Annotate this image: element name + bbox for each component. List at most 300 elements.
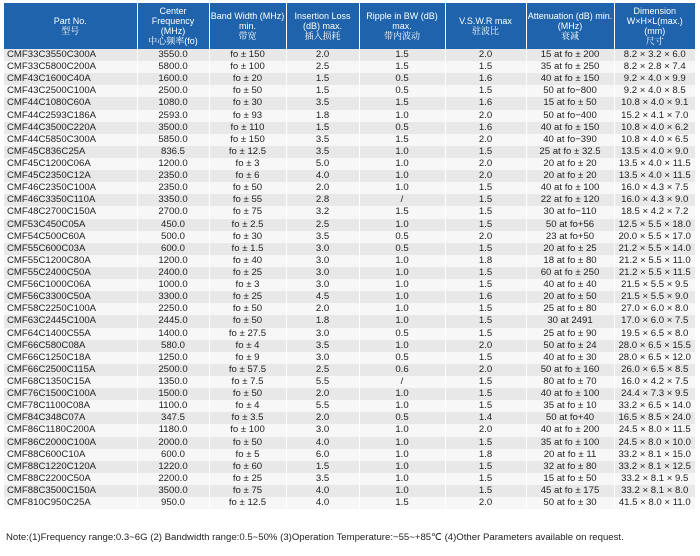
attenuation-cell: 50 at fo ± 30 [526,497,614,509]
column-header [526,3,614,49]
ripple-cell: 0.5 [359,85,445,97]
dimension-cell: 21.2 × 5.5 × 11.0 [614,255,695,267]
part-number-cell: CMF76C1500C100A [4,388,137,400]
bandwidth-cell: fo ± 40 [209,255,286,267]
vswr-cell: 1.5 [445,194,526,206]
insertion-loss-cell: 3.5 [286,97,359,109]
bandwidth-cell: fo ± 50 [209,303,286,315]
vswr-cell: 1.5 [445,461,526,473]
column-header [359,3,445,49]
ripple-cell: 1.0 [359,291,445,303]
insertion-loss-cell: 4.0 [286,497,359,509]
bandwidth-cell: fo ± 6 [209,170,286,182]
bandwidth-cell: fo ± 93 [209,110,286,122]
center-frequency-cell: 1250.0 [137,352,209,364]
insertion-loss-cell: 2.0 [286,388,359,400]
ripple-cell: 0.5 [359,352,445,364]
bandwidth-cell: fo ± 25 [209,473,286,485]
vswr-cell: 2.0 [445,49,526,61]
ripple-cell: 1.0 [359,182,445,194]
attenuation-cell: 80 at fo ± 70 [526,376,614,388]
center-frequency-cell: 2350.0 [137,170,209,182]
bandwidth-cell: fo ± 5 [209,449,286,461]
dimension-cell: 10.8 × 4.0 × 6.5 [614,134,695,146]
vswr-cell: 2.0 [445,158,526,170]
attenuation-cell: 25 at fo ± 32.5 [526,146,614,158]
part-number-cell: CMF44C2593C186A [4,110,137,122]
center-frequency-cell: 3550.0 [137,49,209,61]
ripple-cell: 1.0 [359,146,445,158]
table-row [4,449,695,461]
dimension-cell: 8.2 × 2.8 × 7.4 [614,61,695,73]
center-frequency-cell: 580.0 [137,340,209,352]
dimension-cell: 24.5 × 8.0 × 10.0 [614,437,695,449]
vswr-cell: 1.6 [445,122,526,134]
bandwidth-cell: fo ± 1.5 [209,243,286,255]
center-frequency-cell: 1350.0 [137,376,209,388]
attenuation-cell: 45 at fo ± 175 [526,485,614,497]
center-frequency-cell: 1200.0 [137,158,209,170]
center-frequency-cell: 450.0 [137,219,209,231]
attenuation-cell: 40 at fo ± 30 [526,352,614,364]
attenuation-cell: 25 at fo ± 90 [526,328,614,340]
ripple-cell: 1.5 [359,134,445,146]
table-row [4,364,695,376]
vswr-cell: 1.5 [445,243,526,255]
attenuation-cell: 20 at fo ± 11 [526,449,614,461]
vswr-cell: 1.5 [445,400,526,412]
center-frequency-cell: 2350.0 [137,182,209,194]
dimension-cell: 27.0 × 6.0 × 8.0 [614,303,695,315]
column-header [137,3,209,49]
dimension-cell: 18.5 × 4.2 × 7.2 [614,206,695,218]
column-header [445,3,526,49]
insertion-loss-cell: 5.0 [286,158,359,170]
insertion-loss-cell: 1.5 [286,73,359,85]
table-row [4,61,695,73]
ripple-cell: 0.6 [359,364,445,376]
attenuation-cell: 15 at fo ± 50 [526,97,614,109]
center-frequency-cell: 2700.0 [137,206,209,218]
part-number-cell: CMF46C3350C110A [4,194,137,206]
insertion-loss-cell: 2.0 [286,303,359,315]
part-number-cell: CMF55C600C03A [4,243,137,255]
dimension-cell: 16.0 × 4.3 × 9.0 [614,194,695,206]
ripple-cell: 1.0 [359,437,445,449]
part-number-cell: CMF54C500C60A [4,231,137,243]
vswr-cell: 2.0 [445,424,526,436]
vswr-cell: 1.5 [445,279,526,291]
ripple-cell: 1.0 [359,485,445,497]
vswr-cell: 1.4 [445,412,526,424]
insertion-loss-cell: 5.5 [286,376,359,388]
column-header-en: Ripple in BW (dB) max. [366,11,438,31]
attenuation-cell: 30 at 2491 [526,315,614,327]
vswr-cell: 2.0 [445,170,526,182]
vswr-cell: 1.5 [445,485,526,497]
ripple-cell: 0.5 [359,243,445,255]
column-header [286,3,359,49]
insertion-loss-cell: 4.0 [286,170,359,182]
insertion-loss-cell: 4.5 [286,291,359,303]
center-frequency-cell: 600.0 [137,243,209,255]
column-header [4,3,137,49]
vswr-cell: 1.5 [445,437,526,449]
part-number-cell: CMF68C1350C15A [4,376,137,388]
dimension-cell: 21.2 × 5.5 × 14.0 [614,243,695,255]
footnote: Note:(1)Frequency range:0.3~6G (2) Bandwidth range:0.5~50% (3)Operation Temperature:−55~+85℃ (4)Other Parameters available on request. [6,532,624,543]
insertion-loss-cell: 3.5 [286,146,359,158]
vswr-cell: 2.0 [445,340,526,352]
part-number-cell: CMF45C1200C06A [4,158,137,170]
part-number-cell: CMF66C1250C18A [4,352,137,364]
dimension-cell: 17.0 × 6.0 × 7.5 [614,315,695,327]
bandwidth-cell: fo ± 50 [209,85,286,97]
column-header-cn: 衰减 [560,31,579,41]
bandwidth-cell: fo ± 100 [209,61,286,73]
ripple-cell: 1.0 [359,461,445,473]
column-header-en: Center Frequency (MHz) [151,6,195,36]
ripple-cell: 1.0 [359,303,445,315]
vswr-cell: 1.5 [445,182,526,194]
part-number-cell: CMF43C2500C100A [4,85,137,97]
bandwidth-cell: fo ± 2.5 [209,219,286,231]
table-row [4,485,695,497]
center-frequency-cell: 1080.0 [137,97,209,109]
center-frequency-cell: 2500.0 [137,364,209,376]
table-row [4,146,695,158]
dimension-cell: 20.0 × 5.5 × 17.0 [614,231,695,243]
table-row [4,219,695,231]
center-frequency-cell: 5800.0 [137,61,209,73]
part-number-cell: CMF86C2000C100A [4,437,137,449]
bandwidth-cell: fo ± 25 [209,291,286,303]
dimension-cell: 33.2 × 8.1 × 15.0 [614,449,695,461]
ripple-cell: 1.0 [359,473,445,485]
bandwidth-cell: fo ± 50 [209,388,286,400]
ripple-cell: 1.5 [359,97,445,109]
table-row [4,400,695,412]
attenuation-cell: 40 at fo ± 100 [526,388,614,400]
bandwidth-cell: fo ± 110 [209,122,286,134]
table-row [4,376,695,388]
vswr-cell: 1.5 [445,61,526,73]
insertion-loss-cell: 2.5 [286,219,359,231]
table-row [4,328,695,340]
insertion-loss-cell: 3.2 [286,206,359,218]
vswr-cell: 1.5 [445,388,526,400]
attenuation-cell: 40 at fo−390 [526,134,614,146]
column-header-en: Attenuation (dB) min. (MHz) [527,11,613,31]
bandwidth-cell: fo ± 7.5 [209,376,286,388]
part-number-cell: CMF45C2350C12A [4,170,137,182]
part-number-cell: CMF53C450C05A [4,219,137,231]
vswr-cell: 2.0 [445,364,526,376]
dimension-cell: 33.2 × 8.1 × 9.5 [614,473,695,485]
insertion-loss-cell: 1.8 [286,315,359,327]
dimension-cell: 33.2 × 8.1 × 8.0 [614,485,695,497]
table-row [4,315,695,327]
dimension-cell: 12.5 × 5.5 × 18.0 [614,219,695,231]
dimension-cell: 19.5 × 6.5 × 8.0 [614,328,695,340]
center-frequency-cell: 1600.0 [137,73,209,85]
attenuation-cell: 20 at fo ± 20 [526,158,614,170]
attenuation-cell: 50 at fo+56 [526,219,614,231]
attenuation-cell: 35 at fo ± 10 [526,400,614,412]
ripple-cell: 1.0 [359,340,445,352]
center-frequency-cell: 836.5 [137,146,209,158]
insertion-loss-cell: 1.5 [286,122,359,134]
part-number-cell: CMF56C1000C06A [4,279,137,291]
attenuation-cell: 32 at fo ± 80 [526,461,614,473]
ripple-cell: 1.0 [359,158,445,170]
attenuation-cell: 20 at fo ± 25 [526,243,614,255]
table-row [4,231,695,243]
dimension-cell: 21.2 × 5.5 × 11.5 [614,267,695,279]
attenuation-cell: 50 at fo ± 160 [526,364,614,376]
center-frequency-cell: 500.0 [137,231,209,243]
bandwidth-cell: fo ± 27.5 [209,328,286,340]
center-frequency-cell: 3500.0 [137,485,209,497]
column-header-en: Part No. [53,16,87,26]
vswr-cell: 2.0 [445,110,526,122]
vswr-cell: 1.5 [445,85,526,97]
part-number-cell: CMF88C1220C120A [4,461,137,473]
center-frequency-cell: 3300.0 [137,291,209,303]
table-row [4,182,695,194]
vswr-cell: 1.6 [445,291,526,303]
table-row [4,291,695,303]
center-frequency-cell: 2593.0 [137,110,209,122]
bandwidth-cell: fo ± 30 [209,97,286,109]
table-row [4,134,695,146]
ripple-cell: 1.0 [359,110,445,122]
insertion-loss-cell: 1.5 [286,461,359,473]
dimension-cell: 26.0 × 6.5 × 8.5 [614,364,695,376]
attenuation-cell: 22 at fo ± 120 [526,194,614,206]
vswr-cell: 1.5 [445,328,526,340]
ripple-cell: 1.0 [359,219,445,231]
attenuation-cell: 50 at fo−800 [526,85,614,97]
bandwidth-cell: fo ± 4 [209,340,286,352]
bandwidth-cell: fo ± 3 [209,158,286,170]
part-number-cell: CMF48C2700C150A [4,206,137,218]
vswr-cell: 1.8 [445,255,526,267]
bandwidth-cell: fo ± 100 [209,424,286,436]
vswr-cell: 1.5 [445,376,526,388]
column-header-cn: 驻波比 [471,26,499,36]
column-header-en: Dimension W×H×L(max.) (mm) [626,6,683,36]
center-frequency-cell: 2500.0 [137,85,209,97]
center-frequency-cell: 950.0 [137,497,209,509]
vswr-cell: 1.5 [445,303,526,315]
ripple-cell: 1.0 [359,388,445,400]
table-row [4,158,695,170]
attenuation-cell: 18 at fo ± 80 [526,255,614,267]
table-row [4,255,695,267]
dimension-cell: 28.0 × 6.5 × 15.5 [614,340,695,352]
center-frequency-cell: 1200.0 [137,255,209,267]
center-frequency-cell: 1400.0 [137,328,209,340]
center-frequency-cell: 1500.0 [137,388,209,400]
column-header-cn: 型号 [61,26,80,36]
dimension-cell: 28.0 × 6.5 × 12.0 [614,352,695,364]
part-number-cell: CMF33C3550C300A [4,49,137,61]
ripple-cell: 0.5 [359,231,445,243]
bandwidth-cell: fo ± 150 [209,49,286,61]
vswr-cell: 2.0 [445,497,526,509]
table-row [4,303,695,315]
column-header [209,3,286,49]
dimension-cell: 13.5 × 4.0 × 11.5 [614,170,695,182]
center-frequency-cell: 3350.0 [137,194,209,206]
part-number-cell: CMF46C2350C100A [4,182,137,194]
insertion-loss-cell: 3.0 [286,328,359,340]
part-number-cell: CMF58C2250C100A [4,303,137,315]
bandwidth-cell: fo ± 4 [209,400,286,412]
insertion-loss-cell: 1.8 [286,110,359,122]
ripple-cell: 1.0 [359,315,445,327]
table-row [4,206,695,218]
bandwidth-cell: fo ± 57.5 [209,364,286,376]
part-number-cell: CMF55C1200C80A [4,255,137,267]
part-number-cell: CMF66C580C08A [4,340,137,352]
insertion-loss-cell: 3.0 [286,352,359,364]
attenuation-cell: 40 at fo ± 150 [526,73,614,85]
bandwidth-cell: fo ± 50 [209,315,286,327]
attenuation-cell: 25 at fo ± 80 [526,303,614,315]
insertion-loss-cell: 3.0 [286,255,359,267]
attenuation-cell: 30 at fo−110 [526,206,614,218]
column-header-en: V.S.W.R max [459,16,512,26]
table-row [4,412,695,424]
part-number-cell: CMF78C1100C08A [4,400,137,412]
insertion-loss-cell: 2.8 [286,194,359,206]
table-row [4,424,695,436]
table-row [4,73,695,85]
ripple-cell: 1.0 [359,279,445,291]
center-frequency-cell: 600.0 [137,449,209,461]
insertion-loss-cell: 4.0 [286,437,359,449]
vswr-cell: 2.0 [445,231,526,243]
attenuation-cell: 40 at fo ± 150 [526,122,614,134]
bandwidth-cell: fo ± 12.5 [209,146,286,158]
dimension-cell: 33.2 × 8.1 × 12.5 [614,461,695,473]
center-frequency-cell: 1000.0 [137,279,209,291]
part-number-cell: CMF44C1080C60A [4,97,137,109]
ripple-cell: 1.0 [359,170,445,182]
part-number-cell: CMF55C2400C50A [4,267,137,279]
insertion-loss-cell: 3.0 [286,279,359,291]
part-number-cell: CMF45C836C25A [4,146,137,158]
insertion-loss-cell: 4.0 [286,485,359,497]
table-row [4,170,695,182]
column-header [614,3,695,49]
part-number-cell: CMF33C5800C200A [4,61,137,73]
insertion-loss-cell: 3.5 [286,340,359,352]
part-number-cell: CMF88C2200C50A [4,473,137,485]
vswr-cell: 1.5 [445,146,526,158]
center-frequency-cell: 2445.0 [137,315,209,327]
part-number-cell: CMF44C5850C300A [4,134,137,146]
center-frequency-cell: 3500.0 [137,122,209,134]
attenuation-cell: 50 at fo−400 [526,110,614,122]
dimension-cell: 13.5 × 4.0 × 9.0 [614,146,695,158]
dimension-cell: 10.8 × 4.0 × 9.1 [614,97,695,109]
column-header-en: Band Width (MHz) min. [210,11,285,31]
table-row [4,388,695,400]
vswr-cell: 2.0 [445,134,526,146]
part-number-cell: CMF88C600C10A [4,449,137,461]
center-frequency-cell: 1100.0 [137,400,209,412]
ripple-cell: 1.0 [359,267,445,279]
center-frequency-cell: 2400.0 [137,267,209,279]
column-header-cn: 带宽 [238,31,257,41]
part-number-cell: CMF88C3500C150A [4,485,137,497]
column-header-cn: 中心频率(fo) [148,36,198,46]
attenuation-cell: 40 at fo ± 40 [526,279,614,291]
table-row [4,122,695,134]
dimension-cell: 16.0 × 4.3 × 7.5 [614,182,695,194]
bandwidth-cell: fo ± 150 [209,134,286,146]
insertion-loss-cell: 2.5 [286,364,359,376]
dimension-cell: 41.5 × 8.0 × 11.0 [614,497,695,509]
part-number-cell: CMF56C3300C50A [4,291,137,303]
insertion-loss-cell: 3.0 [286,267,359,279]
ripple-cell: 1.5 [359,61,445,73]
insertion-loss-cell: 2.0 [286,182,359,194]
ripple-cell: 1.5 [359,49,445,61]
insertion-loss-cell: 2.0 [286,412,359,424]
table-row [4,85,695,97]
column-header-en: Insertion Loss (dB) max. [294,11,351,31]
table-row [4,110,695,122]
table-row [4,194,695,206]
bandwidth-cell: fo ± 9 [209,352,286,364]
ripple-cell: 0.5 [359,73,445,85]
vswr-cell: 1.5 [445,267,526,279]
insertion-loss-cell: 3.0 [286,243,359,255]
bandwidth-cell: fo ± 12.5 [209,497,286,509]
table-row [4,243,695,255]
dimension-cell: 21.5 × 5.5 × 9.5 [614,279,695,291]
center-frequency-cell: 1180.0 [137,424,209,436]
table-body [4,49,695,509]
attenuation-cell: 35 at fo ± 250 [526,61,614,73]
dimension-cell: 16.5 × 8.5 × 24.0 [614,412,695,424]
bandwidth-cell: fo ± 75 [209,485,286,497]
dimension-cell: 8.2 × 3.2 × 6.0 [614,49,695,61]
bandwidth-cell: fo ± 60 [209,461,286,473]
attenuation-cell: 40 at fo ± 100 [526,182,614,194]
dimension-cell: 15.2 × 4.1 × 7.0 [614,110,695,122]
part-number-cell: CMF44C3500C220A [4,122,137,134]
insertion-loss-cell: 6.0 [286,449,359,461]
ripple-cell: 0.5 [359,122,445,134]
part-number-cell: CMF86C1180C200A [4,424,137,436]
bandwidth-cell: fo ± 55 [209,194,286,206]
insertion-loss-cell: 3.0 [286,424,359,436]
vswr-cell: 1.5 [445,315,526,327]
insertion-loss-cell: 3.5 [286,134,359,146]
ripple-cell: 1.5 [359,206,445,218]
dimension-cell: 9.2 × 4.0 × 9.9 [614,73,695,85]
vswr-cell: 1.6 [445,97,526,109]
bandwidth-cell: fo ± 25 [209,267,286,279]
table-row [4,437,695,449]
bandwidth-cell: fo ± 30 [209,231,286,243]
insertion-loss-cell: 1.5 [286,85,359,97]
